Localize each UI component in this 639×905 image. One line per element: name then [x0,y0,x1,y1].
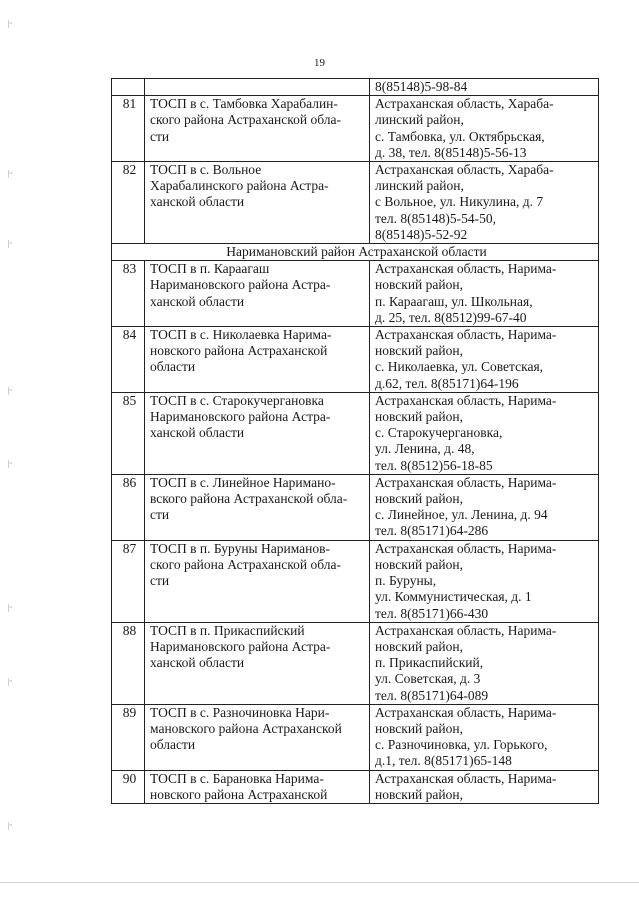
office-address-cell: 8(85148)5-98-84 [370,79,599,96]
row-number-cell: 90 [112,770,145,803]
office-name-cell: ТОСП в с. Барановка Нарима- новского района Астраханской [145,770,370,803]
office-name-cell: ТОСП в п. Буруны Нариманов- ского района Астраханской обла- сти [145,540,370,622]
office-address-cell: Астраханская область, Нарима- новский район, п. Караагаш, ул. Школьная, д. 25, тел. 8(8512)99-67-40 [370,261,599,327]
offices-table-body [112,79,599,804]
margin-scan-mark: |·· [8,19,12,28]
margin-scan-mark: |·· [8,677,12,686]
office-name-cell: ТОСП в с. Николаевка Нарима- новского района Астраханской области [145,327,370,393]
offices-table [111,78,599,804]
office-address-cell: Астраханская область, Нарима- новский район, п. Прикаспийский, ул. Советская, д. 3 тел. 8(85171)64-089 [370,622,599,704]
office-address-cell: Астраханская область, Харабa- линский район, с Вольное, ул. Никулина, д. 7 тел. 8(85148)5-54-50, 8(85148)5-52-92 [370,162,599,244]
office-name-cell: ТОСП в с. Разночиновка Нари- мановского района Астраханской области [145,704,370,770]
table-row [112,704,599,770]
office-name-cell: ТОСП в с. Линейное Наримано- вского района Астраханской обла- сти [145,474,370,540]
table-row [112,622,599,704]
row-number-cell: 88 [112,622,145,704]
office-address-cell: Астраханская область, Харабa- линский район, с. Тамбовка, ул. Октябрьская, д. 38, тел. 8(85148)5-56-13 [370,96,599,162]
section-title: Наримановский район Астраханской области [112,244,599,261]
margin-scan-mark: |·· [8,821,12,830]
table-row [112,79,599,96]
office-address-cell: Астраханская область, Нарима- новский район, п. Буруны, ул. Коммунистическая, д. 1 тел. 8(85171)66-430 [370,540,599,622]
row-number-cell: 87 [112,540,145,622]
scan-edge-line [0,882,639,883]
row-number-cell: 83 [112,261,145,327]
table-row [112,474,599,540]
table-row [112,540,599,622]
row-number-cell: 86 [112,474,145,540]
office-address-cell: Астраханская область, Нарима- новский район, с. Разночиновка, ул. Горького, д.1, тел. 8(85171)65-148 [370,704,599,770]
margin-scan-mark: |·· [8,239,12,248]
office-name-cell: ТОСП в с. Тамбовка Харабалин- ского района Астраханской обла- сти [145,96,370,162]
table-row [112,392,599,474]
row-number-cell: 89 [112,704,145,770]
table-row [112,261,599,327]
office-name-cell: ТОСП в п. Караагаш Наримановского района Астра- ханской области [145,261,370,327]
page-number: 19 [314,57,325,69]
margin-scan-mark: |·· [8,386,12,395]
table-row [112,96,599,162]
office-name-cell [145,79,370,96]
table-row [112,770,599,803]
row-number-cell: 85 [112,392,145,474]
office-name-cell: ТОСП в с. Вольное Харабалинского района Астра- ханской области [145,162,370,244]
row-number-cell: 82 [112,162,145,244]
row-number-cell: 84 [112,327,145,393]
office-name-cell: ТОСП в п. Прикаспийский Наримановского района Астра- ханской области [145,622,370,704]
row-number-cell: 81 [112,96,145,162]
row-number-cell [112,79,145,96]
office-address-cell: Астраханская область, Нарима- новский район, [370,770,599,803]
office-address-cell: Астраханская область, Нарима- новский район, с. Линейное, ул. Ленина, д. 94 тел. 8(85171)64-286 [370,474,599,540]
section-row [112,244,599,261]
table-row [112,162,599,244]
margin-scan-mark: |·· [8,459,12,468]
office-name-cell: ТОСП в с. Старокучергановка Наримановского района Астра- ханской области [145,392,370,474]
office-address-cell: Астраханская область, Нарима- новский район, с. Старокучергановка, ул. Ленина, д. 48, тел. 8(8512)56-18-85 [370,392,599,474]
margin-scan-mark: |·· [8,603,12,612]
margin-scan-mark: |·· [8,169,12,178]
office-address-cell: Астраханская область, Нарима- новский район, с. Николаевка, ул. Советская, д.62, тел. 8(85171)64-196 [370,327,599,393]
table-row [112,327,599,393]
